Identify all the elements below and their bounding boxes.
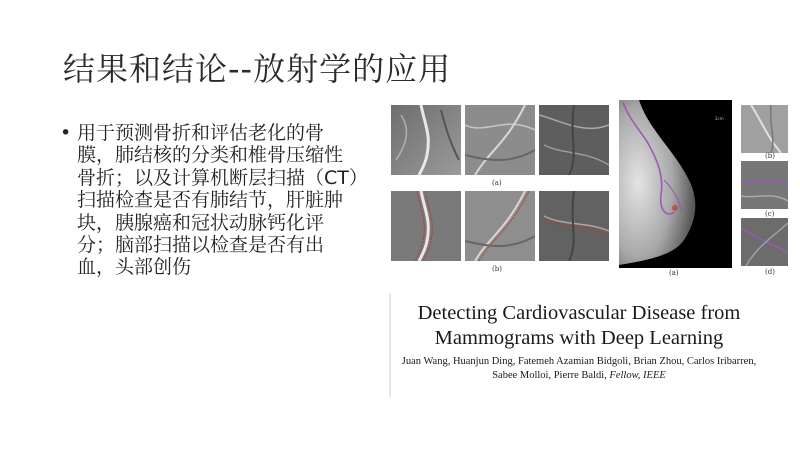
paper-title-line1: Detecting Cardiovascular Disease from [417,302,741,324]
mammogram-crop-d [741,218,788,266]
paper-authors [389,355,769,383]
caption-a-top: (a) [492,179,502,187]
mammogram-crop-b [741,105,788,153]
paper-header [389,293,769,397]
caption-a-large: (a) [669,269,679,277]
bullet-marker: • [60,122,72,144]
caption-d-right: (d) [765,268,775,276]
bullet-list [60,122,360,279]
paper-authors-line1: Juan Wang, Huanjun Ding, Fatemeh Azamian Bidgoli, Brian Zhou, Carlos Iribarren, [401,356,757,367]
mammogram-patch-a2 [465,105,535,175]
mammogram-patch-a3 [539,105,609,175]
mammogram-large-image [619,100,732,268]
paper-authors-line2-wrap [389,369,769,383]
caption-c-right: (c) [765,210,775,218]
mammogram-patch-b2 [465,191,535,261]
mammogram-patch-a1 [391,105,461,175]
bullet-item [60,122,360,279]
mammogram-crop-c [741,161,788,209]
mammogram-patch-b1 [391,191,461,261]
paper-title [389,301,769,351]
paper-authors-suffix: Fellow, IEEE [609,370,666,381]
caption-b-bottom: (b) [492,265,502,273]
paper-title-line2: Mammograms with Deep Learning [434,327,724,349]
scale-label: 2cm [715,116,724,121]
caption-b-right: (b) [765,152,775,160]
mammogram-patch-b3 [539,191,609,261]
slide-title: 结果和结论--放射学的应用 [63,50,452,88]
paper-authors-line2: Sabee Molloi, Pierre Baldi, [492,370,607,381]
mammogram-figure [389,100,799,288]
bullet-text: 用于预测骨折和评估老化的骨膜，肺结核的分类和椎骨压缩性骨折；以及计算机断层扫描（CT）扫描检查是否有肺结节，肝脏肿块，胰腺癌和冠状动脉钙化评分；脑部扫描以检查是否有出血，头部创伤 [77,122,359,279]
